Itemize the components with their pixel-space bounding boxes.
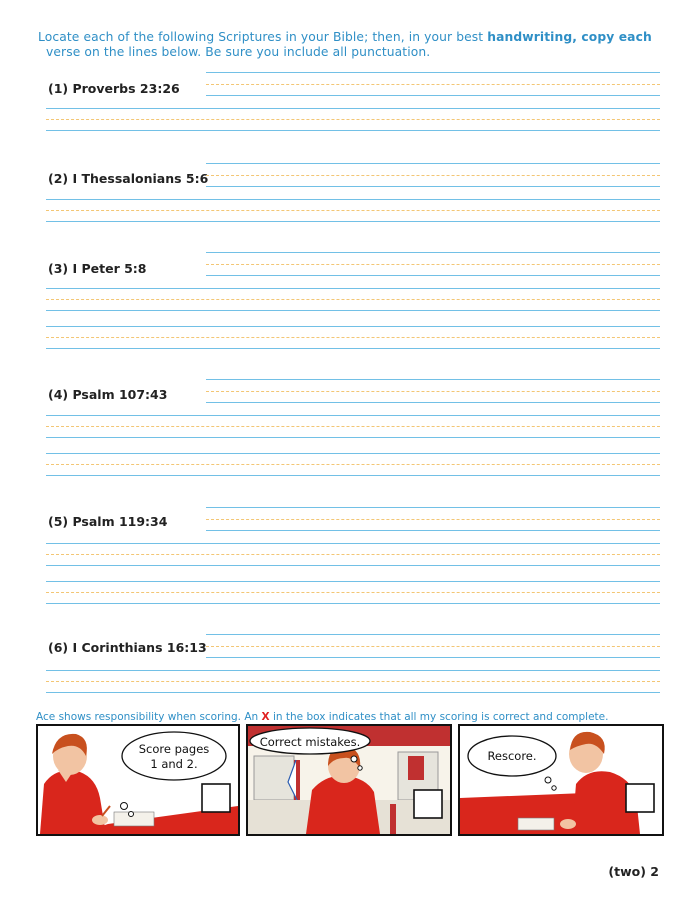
writing-line-solid[interactable] (46, 670, 660, 671)
writing-line-dashed[interactable] (206, 84, 660, 85)
writing-line-solid[interactable] (46, 475, 660, 476)
writing-line-solid[interactable] (46, 543, 660, 544)
panel-3-speech: Rescore. (487, 749, 537, 763)
writing-line-dashed[interactable] (46, 426, 660, 427)
instructions-line-2: verse on the lines below. Be sure you include all punctuation. (46, 45, 431, 59)
writing-line-dashed[interactable] (206, 391, 660, 392)
writing-line-solid[interactable] (46, 130, 660, 131)
scoring-caption: Ace shows responsibility when scoring. An X in the box indicates that all my scoring is correct and complete. (36, 711, 609, 723)
writing-line-solid[interactable] (46, 565, 660, 566)
comic-panel-1 (36, 724, 240, 836)
writing-line-solid[interactable] (46, 288, 660, 289)
instructions (38, 30, 670, 60)
writing-line-solid[interactable] (206, 402, 660, 403)
writing-line-dashed[interactable] (46, 592, 660, 593)
panel-1-speech-line-1: Score pages (138, 742, 210, 756)
scripture-label-1: (1) Proverbs 23:26 (48, 81, 180, 96)
scripture-label-6: (6) I Corinthians 16:13 (48, 640, 207, 655)
writing-line-solid[interactable] (46, 581, 660, 582)
instructions-emphasis: handwriting, copy each (487, 30, 652, 44)
scripture-label-2: (2) I Thessalonians 5:6 (48, 171, 209, 186)
score-checkbox-2[interactable] (414, 790, 442, 818)
panel-2-speech: Correct mistakes. (259, 735, 361, 749)
page-number: (two) 2 (608, 864, 659, 879)
writing-line-dashed[interactable] (46, 464, 660, 465)
scripture-label-3: (3) I Peter 5:8 (48, 261, 147, 276)
writing-line-solid[interactable] (206, 163, 660, 164)
panel-1-speech-line-2: 1 and 2. (150, 757, 198, 771)
writing-line-solid[interactable] (46, 326, 660, 327)
writing-line-solid[interactable] (206, 252, 660, 253)
writing-line-dashed[interactable] (46, 210, 660, 211)
writing-line-solid[interactable] (46, 415, 660, 416)
writing-line-solid[interactable] (46, 108, 660, 109)
writing-line-solid[interactable] (46, 348, 660, 349)
writing-line-solid[interactable] (46, 199, 660, 200)
writing-line-dashed[interactable] (206, 646, 660, 647)
writing-line-dashed[interactable] (46, 337, 660, 338)
writing-line-solid[interactable] (206, 634, 660, 635)
writing-line-solid[interactable] (206, 186, 660, 187)
scripture-label-5: (5) Psalm 119:34 (48, 514, 168, 529)
writing-line-solid[interactable] (46, 310, 660, 311)
writing-line-solid[interactable] (206, 275, 660, 276)
writing-line-dashed[interactable] (206, 519, 660, 520)
x-mark: X (261, 711, 270, 723)
writing-line-dashed[interactable] (46, 681, 660, 682)
instructions-line-1: Locate each of the following Scriptures in your Bible; then, in your best handwriting, copy each (38, 30, 652, 44)
writing-line-solid[interactable] (206, 95, 660, 96)
writing-line-solid[interactable] (46, 603, 660, 604)
scripture-label-4: (4) Psalm 107:43 (48, 387, 168, 402)
writing-line-solid[interactable] (46, 437, 660, 438)
writing-line-dashed[interactable] (46, 554, 660, 555)
writing-line-dashed[interactable] (206, 175, 660, 176)
writing-line-dashed[interactable] (46, 299, 660, 300)
comic-panel-3 (458, 724, 664, 836)
writing-line-solid[interactable] (206, 72, 660, 73)
writing-line-solid[interactable] (206, 657, 660, 658)
writing-line-solid[interactable] (206, 507, 660, 508)
writing-line-dashed[interactable] (46, 119, 660, 120)
writing-line-solid[interactable] (46, 221, 660, 222)
score-checkbox-1[interactable] (202, 784, 230, 812)
comic-panel-2 (246, 724, 452, 836)
writing-line-solid[interactable] (46, 692, 660, 693)
writing-line-solid[interactable] (206, 530, 660, 531)
writing-line-dashed[interactable] (206, 264, 660, 265)
score-checkbox-3[interactable] (626, 784, 654, 812)
writing-line-solid[interactable] (46, 453, 660, 454)
writing-line-solid[interactable] (206, 379, 660, 380)
